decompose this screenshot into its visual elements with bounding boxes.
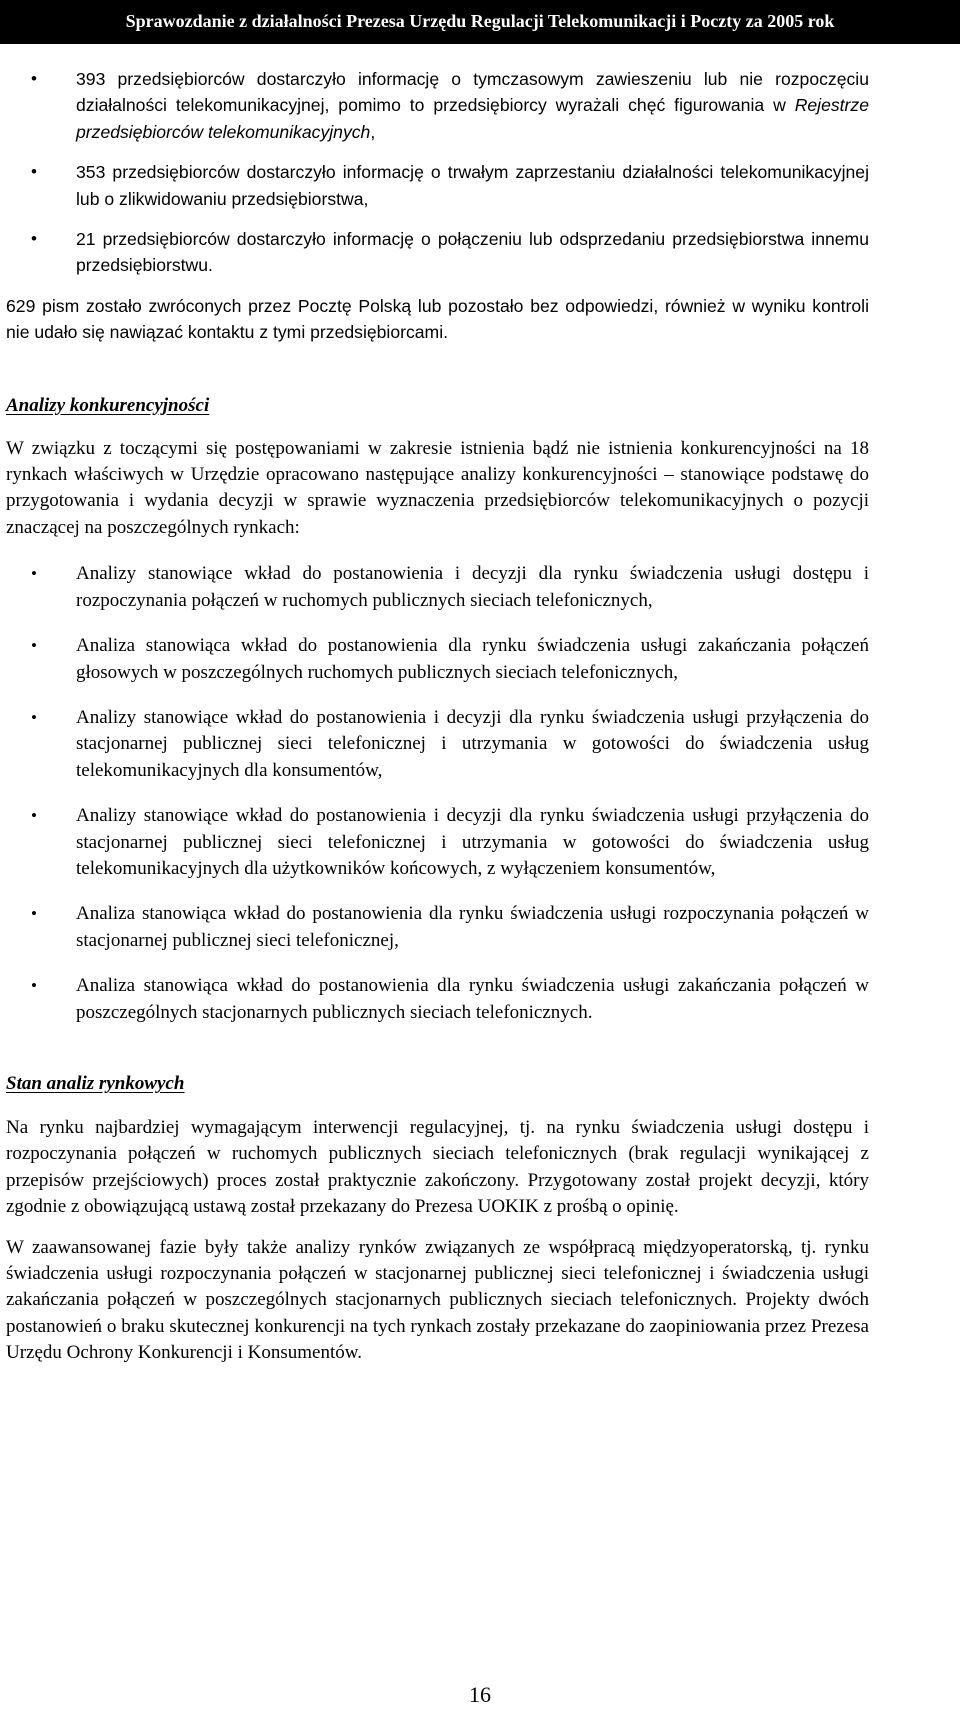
list-item-text: Analiza stanowiąca wkład do postanowienia dla rynku świadczenia usługi zakańczania połączeń głosowych w poszczególnych ruchomych publicznych sieciach telefonicznych, (76, 635, 869, 683)
list-item-text: 353 przedsiębiorców dostarczyło informację o trwałym zaprzestaniu działalności telekomunikacyjnej lub o zlikwidowaniu przedsiębiorstwa, (76, 162, 869, 209)
report-title: Sprawozdanie z działalności Prezesa Urzędu Regulacji Telekomunikacji i Poczty za 2005 rok (125, 11, 835, 31)
list-item (31, 66, 869, 145)
list-item-text-start: 393 przedsiębiorców dostarczyło informację o tymczasowym zawieszeniu lub nie rozpoczęciu działalności telekomunikacyjnej, pomimo to przedsiębiorcy wyrażali chęć figurowania w (76, 69, 869, 116)
list-item (31, 561, 869, 614)
header-bar (0, 0, 960, 44)
register-name: Rejestrze przedsiębiorców telekomunikacyjnych (76, 95, 869, 142)
market-analysis-paragraph-2: W zaawansowanej fazie były także analizy rynków związanych ze współpracą międzyoperatorską, tj. rynku świadczenia usługi rozpoczynania połączeń w stacjonarnej publicznej sieci telefonicznej i świadczenia usługi zakańczania połączeń w poszczególnych stacjonarnych publicznych sieciach telefonicznych. Projekty dwóch postanowień o braku skutecznej konkurencji na tych rynkach zostały przekazane do zaopiniowania przez Prezesa Urzędu Ochrony Konkurencji i Konsumentów. (6, 1236, 869, 1364)
list-item (31, 159, 869, 212)
competition-intro-paragraph: W związku z toczącymi się postępowaniami w zakresie istnienia bądź nie istnienia konkurencyjności na 18 rynkach właściwych w Urzędzie opracowano następujące analizy konkurencyjności – stanowiące podstawę do przygotowania i wydania decyzji w sprawie wyznaczenia przedsiębiorców telekomunikacyjnych o pozycji znaczącej na poszczególnych rynkach: (6, 437, 869, 538)
bullet-icon: • (31, 69, 37, 88)
list-item-text: 21 przedsiębiorców dostarczyło informację o połączeniu lub odsprzedaniu przedsiębiorstwa innemu przedsiębiorstwu. (76, 229, 869, 276)
list-item (31, 973, 869, 1026)
list-item (31, 901, 869, 954)
list-item (31, 705, 869, 784)
bullet-icon: • (31, 806, 37, 826)
top-list (31, 66, 869, 279)
list-item-text: Analizy stanowiące wkład do postanowienia i decyzji dla rynku świadczenia usługi przyłączenia do stacjonarnej publicznej sieci telefonicznej i utrzymania w gotowości do świadczenia usług telekomunikacyjnych dla konsumentów, (76, 706, 869, 781)
bullet-icon: • (31, 904, 37, 924)
page-number: 16 (469, 1682, 491, 1707)
bullet-icon: • (31, 162, 37, 182)
section-heading-competition: Analizy konkurencyjności (6, 394, 210, 416)
list-item-text: Analiza stanowiąca wkład do postanowienia dla rynku świadczenia usługi rozpoczynania połączeń w stacjonarnej publicznej sieci telefonicznej, (76, 903, 869, 951)
list-item-text: Analizy stanowiące wkład do postanowienia i decyzji dla rynku świadczenia usługi przyłączenia do stacjonarnej publicznej sieci telefonicznej i utrzymania w gotowości do świadczenia usług telekomunikacyjnych dla użytkowników końcowych, z wyłączeniem konsumentów, (76, 805, 869, 879)
list-item (31, 803, 869, 882)
bullet-icon: • (31, 564, 37, 584)
bullet-icon: • (31, 229, 37, 249)
returned-letters-paragraph: 629 pism zostało zwróconych przez Pocztę Polską lub pozostało bez odpowiedzi, również w wyniku kontroli nie udało się nawiązać kontaktu z tymi przedsiębiorcami. (6, 295, 869, 343)
market-analysis-paragraph-1: Na rynku najbardziej wymagającym interwencji regulacyjnej, tj. na rynku świadczenia usługi dostępu i rozpoczynania połączeń w ruchomych publicznych sieciach telefonicznych (brak regulacji wynikającej z przepisów przejściowych) proces został praktycznie zakończony. Przygotowany został projekt decyzji, który zgodnie z obowiązującą ustawą został przekazany do Prezesa UOKIK z prośbą o opinię. (6, 1116, 869, 1218)
bullet-icon: • (31, 707, 37, 727)
competition-analyses-list (31, 561, 869, 1026)
section-heading-market-analyses: Stan analiz rynkowych (6, 1072, 185, 1094)
bullet-icon: • (31, 636, 37, 656)
bullet-icon: • (31, 976, 37, 996)
list-item-text: Analiza stanowiąca wkład do postanowienia dla rynku świadczenia usługi zakańczania połączeń w poszczególnych stacjonarnych publicznych sieciach telefonicznych. (76, 975, 869, 1023)
top-list-block (6, 66, 869, 346)
page-content (6, 66, 869, 1367)
list-item-text-end: , (370, 121, 376, 142)
list-item-text: Analizy stanowiące wkład do postanowienia i decyzji dla rynku świadczenia usługi dostępu i rozpoczynania połączeń w ruchomych publicznych sieciach telefonicznych, (76, 563, 869, 611)
list-item (31, 633, 869, 686)
list-item (31, 226, 869, 279)
